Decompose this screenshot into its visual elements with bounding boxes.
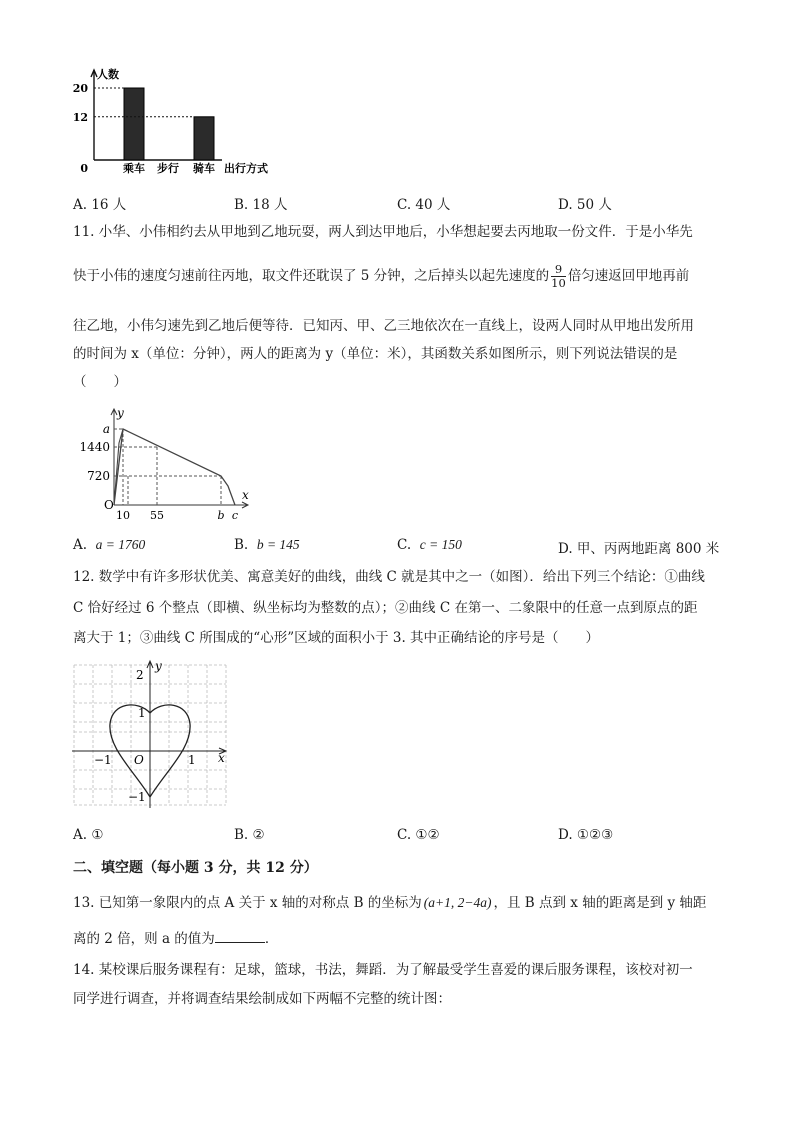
q10-y-tick-12: 12: [72, 110, 88, 124]
q11-option-c-math: c = 150: [419, 537, 462, 552]
q12-y-tick-2: 2: [136, 668, 144, 682]
q11-option-c-label: C.: [397, 537, 412, 553]
q14-text-line-2: 同学进行调查，并将调查结果绘制成如下两幅不完整的统计图：: [73, 991, 451, 1007]
q11-text-line-4: 的时间为 x（单位：分钟），两人的距离为 y（单位：米），其函数关系如图所示，则下列说法错误的是: [73, 346, 678, 362]
q11-option-a[interactable]: [73, 537, 145, 553]
q12-option-b[interactable]: B. ②: [234, 827, 265, 843]
q11-y-axis-label: y: [117, 406, 124, 420]
q11-text-line-3: 往乙地，小伟匀速先到乙地后便等待．已知丙、甲、乙三地依次在一直线上，设两人同时从甲地出发所用: [73, 318, 694, 334]
q11-option-b[interactable]: [234, 537, 300, 553]
q13-text-line-1: [73, 893, 706, 913]
q11-y-label-a: a: [102, 422, 110, 436]
q14-text-line-1: 14. 某校课后服务课程有：足球，篮球，书法，舞蹈．为了解最受学生喜爱的课后服务课程，该校对初一: [73, 962, 693, 978]
q11-text-line-2a: 快于小伟的速度匀速前往丙地，取文件还耽误了 5 分钟，之后掉头以起先速度的: [73, 268, 550, 284]
q13-text-line-2a: 离的 2 倍，则 a 的值为: [73, 931, 215, 947]
q10-bar-2: [194, 117, 214, 160]
q12-x-tick-neg1: −1: [94, 753, 112, 767]
q10-x-tick-0: 乘车: [123, 162, 145, 175]
q11-y-label-1440: 1440: [79, 440, 110, 454]
q10-y-tick-20: 20: [72, 82, 88, 95]
q12-text-line-3: 离大于 1；③曲线 C 所围成的“心形”区域的面积小于 3. 其中正确结论的序号是（ ）: [73, 630, 600, 646]
q11-text-line-2: [73, 263, 689, 290]
q10-option-b[interactable]: B. 18 人: [234, 197, 288, 213]
q12-text-line-1: 12. 数学中有许多形状优美、寓意美好的曲线，曲线 C 就是其中之一（如图）．给出下列三个结论：①曲线: [73, 569, 705, 585]
q11-option-a-math: a = 1760: [95, 537, 146, 552]
q13-text-line-1b: ，且 B 点到 x 轴的距离是到 y 轴距: [493, 895, 707, 911]
q10-x-tick-2: 骑车: [193, 162, 215, 175]
q11-option-c[interactable]: [397, 537, 462, 553]
q11-distance-curve: [114, 429, 235, 505]
q11-text-line-1: 11. 小华、小伟相约去从甲地到乙地玩耍，两人到达甲地后，小华想起要去丙地取一份文件．于是小华先: [73, 224, 693, 240]
q11-option-d[interactable]: D. 甲、丙两地距离 800 米: [558, 541, 720, 557]
q10-bar-0: [124, 88, 144, 160]
q12-axes: [72, 661, 226, 808]
q11-option-b-label: B.: [234, 537, 249, 553]
q13-text-line-2b: ．: [264, 931, 279, 947]
q11-x-label-10: 10: [116, 509, 130, 522]
q11-fraction-numerator: 9: [551, 263, 566, 277]
q12-option-a[interactable]: A. ①: [73, 827, 104, 843]
q12-y-axis-label: y: [155, 659, 162, 673]
q12-y-tick-1: 1: [138, 706, 146, 720]
q10-option-d[interactable]: D. 50 人: [558, 197, 612, 213]
q11-text-line-5: （ ）: [73, 374, 127, 390]
q13-coordinates: (a+1, 2−4a): [423, 895, 492, 910]
q12-option-c[interactable]: C. ①②: [397, 827, 440, 843]
q11-x-axis-label: x: [242, 488, 249, 502]
q11-function-graph: [66, 405, 256, 525]
q12-option-d[interactable]: D. ①②③: [558, 827, 614, 843]
q11-y-label-720: 720: [87, 469, 110, 483]
section-2-heading: 二、填空题（每小题 3 分，共 12 分）: [73, 860, 318, 876]
q11-x-label-b: b: [217, 509, 225, 522]
q13-text-line-2: [73, 928, 278, 949]
q11-x-label-55: 55: [150, 509, 164, 522]
q10-x-tick-1: 步行: [157, 162, 179, 175]
q11-fraction: [551, 263, 566, 290]
q11-fraction-denominator: 10: [551, 276, 566, 290]
q10-y-axis-label: 人数: [97, 68, 119, 81]
q12-x-axis-label: x: [218, 751, 225, 765]
q12-y-tick-neg1: −1: [128, 790, 146, 804]
q11-x-label-c: c: [231, 509, 239, 522]
q11-option-a-label: A.: [73, 537, 88, 553]
q12-heart-figure: [66, 658, 236, 810]
q10-option-a[interactable]: A. 16 人: [73, 197, 127, 213]
q12-origin-label: O: [134, 753, 144, 767]
q13-text-line-1a: 13. 已知第一象限内的点 A 关于 x 轴的对称点 B 的坐标为: [73, 895, 422, 911]
q12-text-line-2: C 恰好经过 6 个整点（即横、纵坐标均为整数的点）；②曲线 C 在第一、二象限中的任意一点到原点的距: [73, 600, 698, 616]
q10-x-axis-label: 出行方式: [224, 162, 268, 175]
q10-bar-chart: [60, 62, 290, 182]
q11-option-b-math: b = 145: [256, 537, 300, 552]
q10-option-c[interactable]: C. 40 人: [397, 197, 451, 213]
q13-answer-blank[interactable]: [215, 928, 265, 943]
q11-origin-label: O: [104, 498, 114, 512]
q10-y-tick-0: 0: [80, 162, 88, 175]
q12-x-tick-1: 1: [188, 753, 196, 767]
q11-text-line-2b: 倍匀速返回甲地再前: [567, 268, 690, 284]
